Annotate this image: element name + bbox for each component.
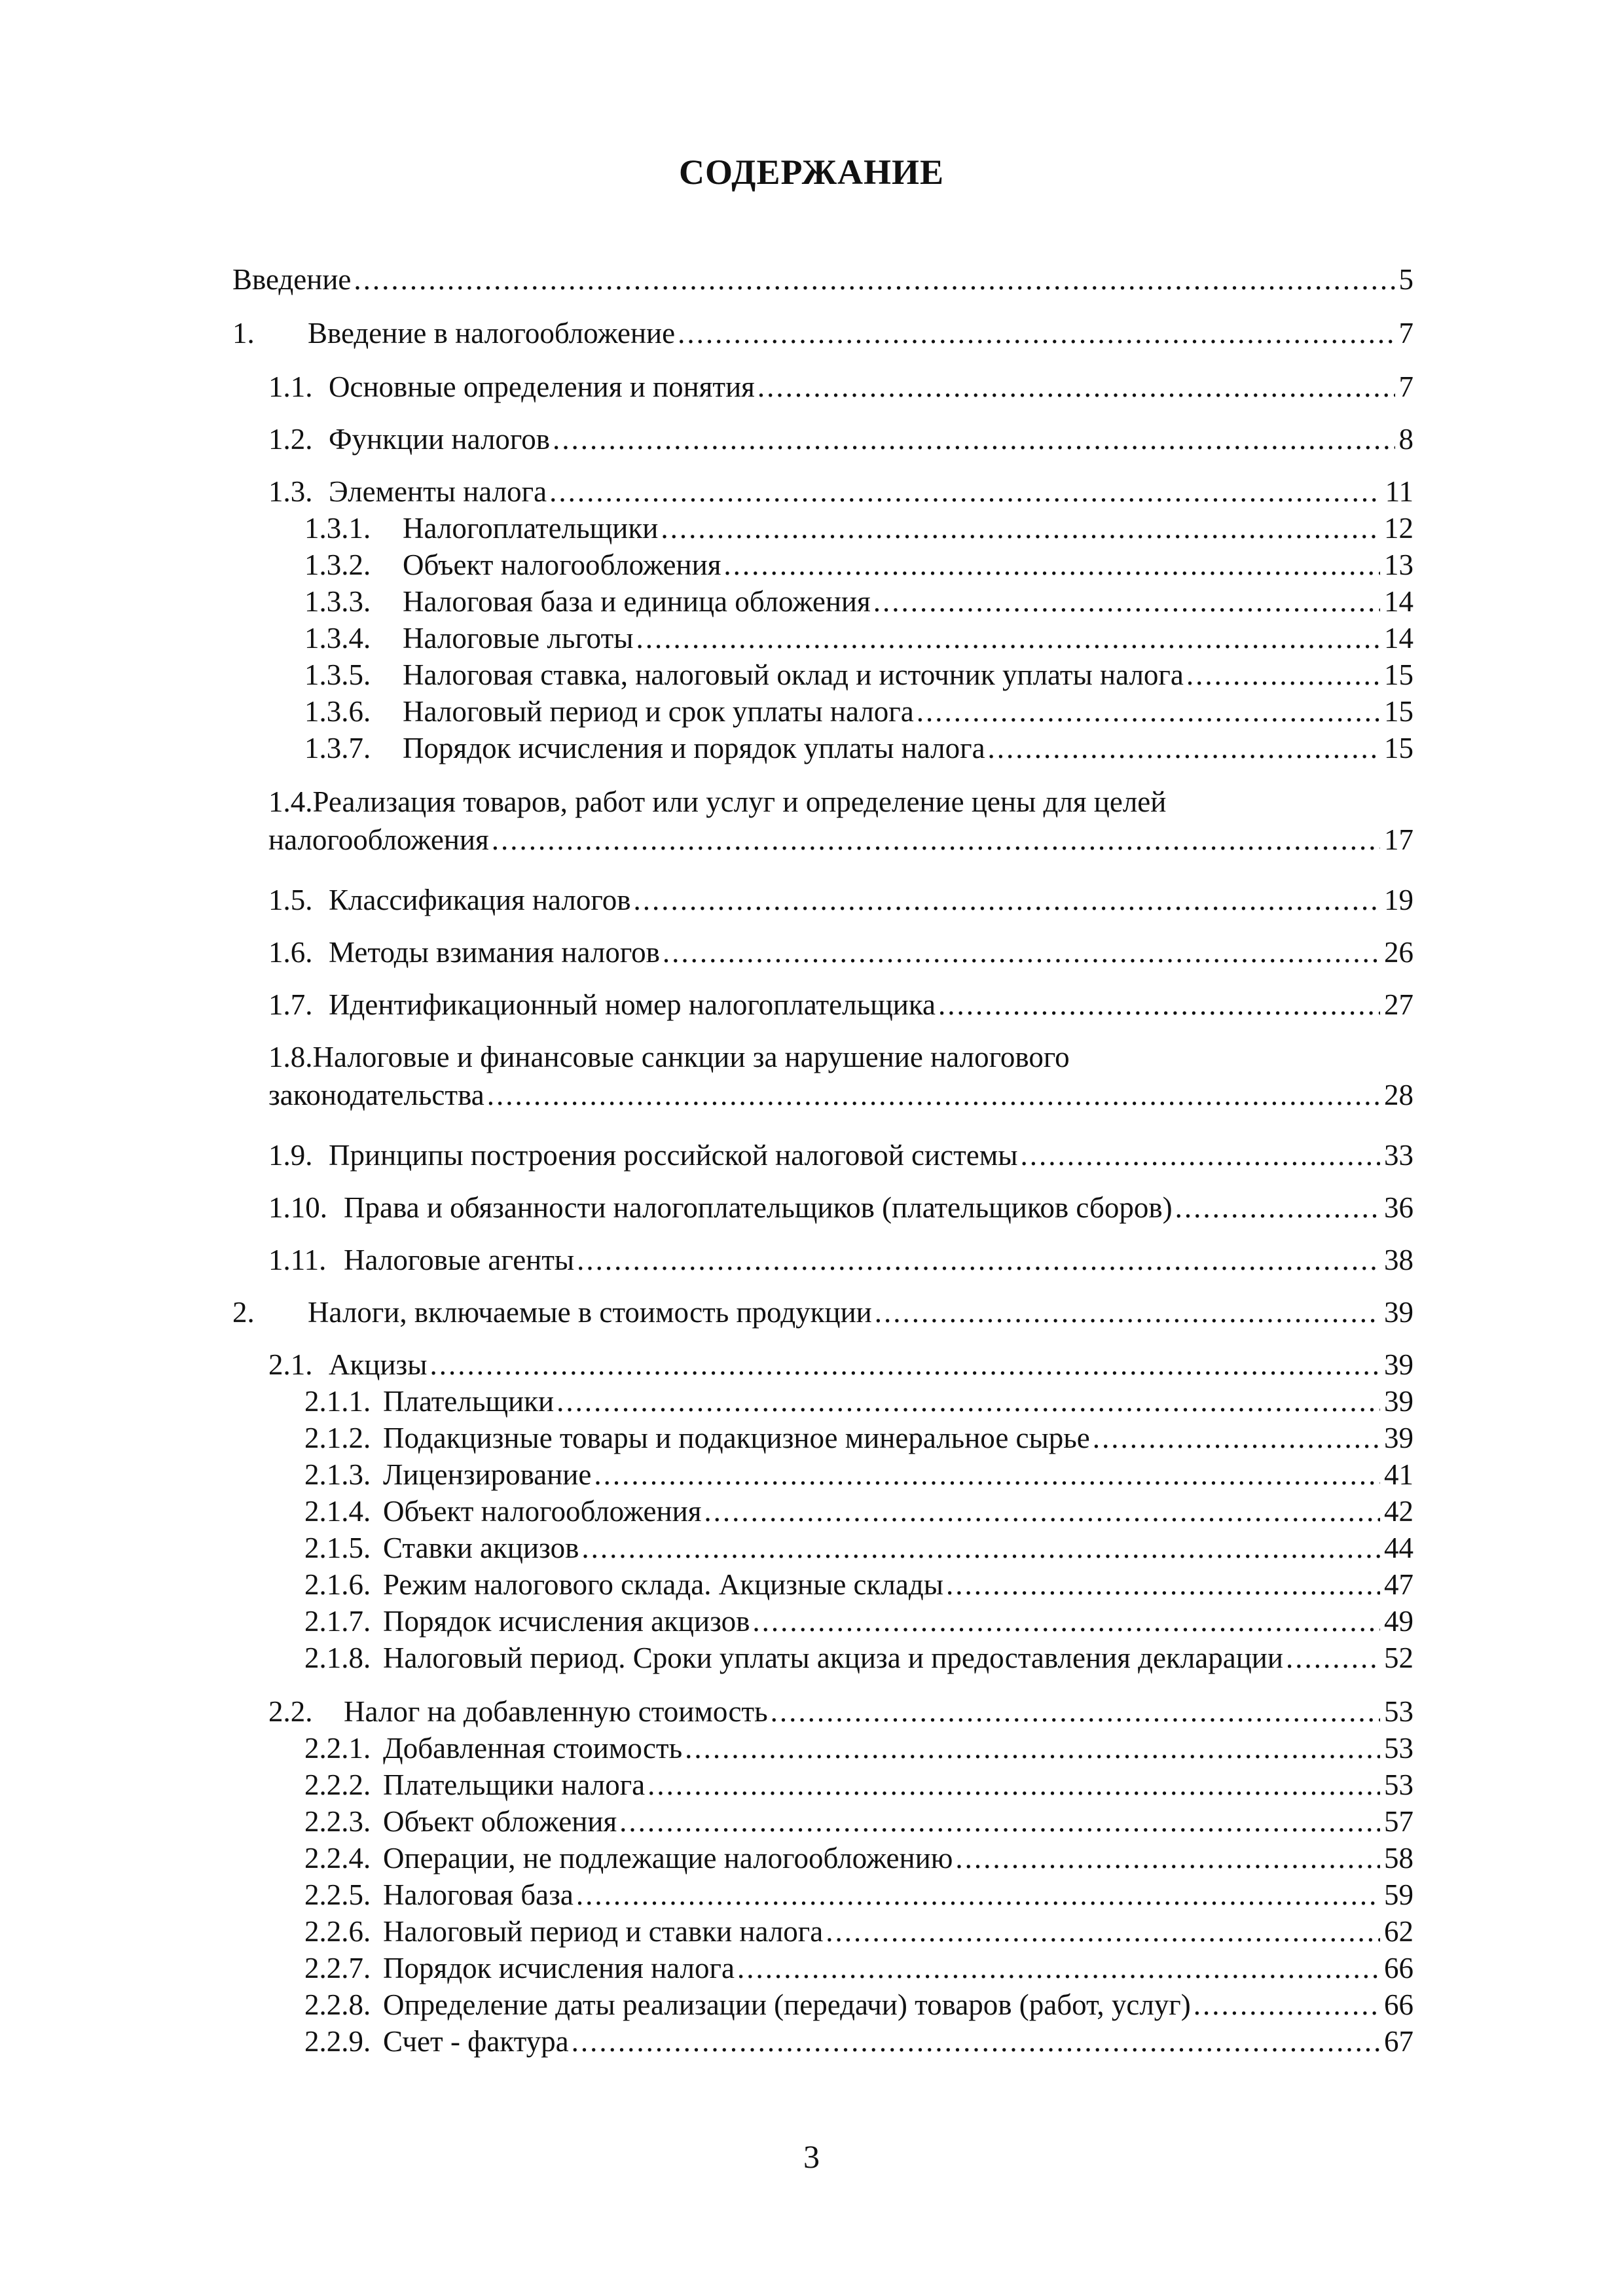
toc-entry[interactable] <box>304 692 1413 730</box>
dot-leader <box>487 1076 1380 1114</box>
dot-leader <box>576 1876 1380 1914</box>
toc-entry[interactable] <box>268 1241 1413 1279</box>
toc-entry-page: 14 <box>1384 622 1413 655</box>
toc-entry-page: 15 <box>1384 695 1413 728</box>
dot-leader <box>577 1241 1380 1279</box>
toc-entry-page: 66 <box>1384 1988 1413 2021</box>
toc-entry-number: 2.2. <box>268 1695 313 1728</box>
toc-entry-page: 14 <box>1384 585 1413 618</box>
toc-entry-number: 1.3. <box>268 475 313 508</box>
toc-entry-label: Идентификационный номер налогоплательщика <box>329 988 936 1021</box>
toc-entry[interactable] <box>304 1419 1413 1457</box>
dot-leader <box>581 1529 1380 1567</box>
page-number: 3 <box>803 2138 820 2175</box>
dot-leader <box>492 821 1380 859</box>
toc-entry-label: Элементы налога <box>329 475 547 508</box>
toc-entry-number: 2.2.1. <box>304 1732 371 1765</box>
toc-entry-label: Порядок исчисления акцизов <box>383 1605 750 1638</box>
toc-entry[interactable] <box>304 1456 1413 1494</box>
toc-entry-page: 15 <box>1384 732 1413 764</box>
toc-entry[interactable] <box>268 1189 1413 1227</box>
toc-entry-page: 13 <box>1384 548 1413 581</box>
dot-leader <box>938 986 1380 1024</box>
toc-entry-number: 1.7. <box>268 988 313 1021</box>
toc-entry-number: 2.2.5. <box>304 1878 371 1911</box>
toc-entry-number: 1.9. <box>268 1139 313 1172</box>
dot-leader <box>757 368 1395 406</box>
toc-entry-label: Налоговые льготы <box>403 622 634 655</box>
toc-entry-page: 58 <box>1384 1842 1413 1874</box>
toc-entry[interactable] <box>304 1639 1413 1677</box>
toc-entry-number: 2.2.4. <box>304 1842 371 1874</box>
toc-entry[interactable] <box>304 656 1413 694</box>
toc-entry-label: Налоговый период. Сроки уплаты акциза и предоставления декларации <box>383 1641 1283 1674</box>
toc-entry-number: 2.1.4. <box>304 1495 371 1528</box>
toc-entry-label: Функции налогов <box>329 423 550 456</box>
toc-entry[interactable] <box>268 368 1413 406</box>
toc-entry[interactable] <box>304 1949 1413 1987</box>
toc-entry-label: Лицензирование <box>383 1458 592 1491</box>
dot-leader <box>1286 1639 1380 1677</box>
toc-entry-label: Налоговый период и срок уплаты налога <box>403 695 914 728</box>
toc-entry-number: 1.3.1. <box>304 512 371 545</box>
toc-entry[interactable] <box>268 986 1413 1024</box>
toc-entry[interactable] <box>304 1529 1413 1567</box>
toc-entry-label: Объект обложения <box>383 1805 617 1838</box>
toc-entry-label: Классификация налогов <box>329 884 631 916</box>
toc-entry-label: законодательства <box>268 1079 484 1111</box>
toc-entry-number: 2.1. <box>268 1348 313 1381</box>
toc-entry-number: 2.2.8. <box>304 1988 371 2021</box>
toc-entry-label: Реализация товаров, работ или услуг и определение цены для целей <box>312 785 1167 818</box>
dot-leader <box>1020 1136 1380 1174</box>
dot-leader <box>430 1346 1380 1384</box>
dot-leader <box>549 473 1381 511</box>
dot-leader <box>594 1456 1380 1494</box>
toc-entry-number: 1. <box>232 317 255 350</box>
dot-leader <box>354 260 1395 298</box>
dot-leader <box>633 881 1380 919</box>
toc-entry[interactable] <box>304 1566 1413 1604</box>
toc-entry-page: 62 <box>1384 1915 1413 1948</box>
toc-entry-page: 7 <box>1398 370 1413 403</box>
toc-entry-page: 39 <box>1384 1348 1413 1381</box>
toc-entry-number: 2.1.6. <box>304 1568 371 1601</box>
toc-entry-page: 17 <box>1384 823 1413 856</box>
dot-leader <box>1194 1986 1380 2024</box>
toc-entry-page: 39 <box>1384 1422 1413 1454</box>
toc-entry-page: 12 <box>1384 512 1413 545</box>
toc-entry[interactable] <box>304 1492 1413 1530</box>
dot-leader <box>685 1729 1380 1767</box>
dot-leader <box>663 933 1380 971</box>
toc-entry[interactable] <box>304 1912 1413 1950</box>
toc-entry-page: 49 <box>1384 1605 1413 1638</box>
dot-leader <box>647 1766 1380 1804</box>
toc-entry-page: 47 <box>1384 1568 1413 1601</box>
toc-entry-number: 2.2.2. <box>304 1768 371 1801</box>
toc-entry-page: 5 <box>1398 263 1413 296</box>
toc-entry-number: 2.1.8. <box>304 1641 371 1674</box>
dot-leader <box>875 1293 1380 1331</box>
toc-entry-number: 1.6. <box>268 936 313 969</box>
toc-entry[interactable] <box>304 1766 1413 1804</box>
toc-entry-page: 19 <box>1384 884 1413 916</box>
toc-entry-page: 66 <box>1384 1952 1413 1984</box>
toc-entry[interactable] <box>304 1382 1413 1420</box>
toc-entry-label: Налоговый период и ставки налога <box>383 1915 824 1948</box>
toc-entry[interactable] <box>232 1293 1413 1331</box>
toc-entry[interactable] <box>304 583 1413 620</box>
toc-entry[interactable] <box>232 260 1413 298</box>
toc-entry-label: Режим налогового склада. Акцизные склады <box>383 1568 943 1601</box>
toc-entry[interactable] <box>304 1986 1413 2024</box>
toc-entry-label: Налог на добавленную стоимость <box>344 1695 768 1728</box>
toc-entry-label: Ставки акцизов <box>383 1532 579 1564</box>
toc-entry-number: 1.5. <box>268 884 313 916</box>
toc-entry-number: 1.8. <box>268 1041 313 1073</box>
toc-entry-label: Налоговая база и единица обложения <box>403 585 871 618</box>
dot-leader <box>917 692 1380 730</box>
toc-entry[interactable] <box>304 509 1413 547</box>
toc-entry[interactable] <box>304 729 1413 767</box>
toc-entry-label: Порядок исчисления и порядок уплаты налога <box>403 732 985 764</box>
toc-entry-number: 1.3.7. <box>304 732 371 764</box>
toc-entry-number: 2.1.7. <box>304 1605 371 1638</box>
toc-entry-label: Принципы построения российской налоговой системы <box>329 1139 1018 1172</box>
toc-entry-number: 1.4. <box>268 785 313 818</box>
toc-entry-page: 67 <box>1384 2025 1413 2058</box>
dot-leader <box>826 1912 1380 1950</box>
toc-entry-label: Налогоплательщики <box>403 512 659 545</box>
dot-leader <box>771 1693 1380 1731</box>
toc-entry[interactable] <box>304 619 1413 657</box>
toc-entry-number: 1.11. <box>268 1244 327 1276</box>
toc-entry-page: 53 <box>1384 1732 1413 1765</box>
toc-entry[interactable] <box>268 1136 1413 1174</box>
toc-entry-label: Налоговая база <box>383 1878 574 1911</box>
dot-leader <box>737 1949 1380 1987</box>
toc-entry[interactable] <box>304 1803 1413 1840</box>
toc-entry-number: 2.1.2. <box>304 1422 371 1454</box>
toc-entry-label: Объект налогообложения <box>403 548 721 581</box>
toc-entry-number: 2.2.9. <box>304 2025 371 2058</box>
dot-leader <box>1186 656 1380 694</box>
toc-entry-number: 2.2.3. <box>304 1805 371 1838</box>
dot-leader <box>946 1566 1380 1604</box>
toc-entry-label: Определение даты реализации (передачи) товаров (работ, услуг) <box>383 1988 1191 2021</box>
toc-entry-label: Введение в налогообложение <box>308 317 676 350</box>
toc-entry[interactable] <box>304 1729 1413 1767</box>
toc-entry-page: 44 <box>1384 1532 1413 1564</box>
dot-leader <box>955 1839 1380 1877</box>
toc-entry[interactable] <box>304 1602 1413 1640</box>
toc-entry-label: Счет - фактура <box>383 2025 569 2058</box>
toc-entry[interactable] <box>268 1038 1413 1114</box>
toc-entry-label: Налоги, включаемые в стоимость продукции <box>308 1296 872 1329</box>
toc-entry-number: 1.1. <box>268 370 313 403</box>
toc-entry[interactable] <box>268 473 1413 511</box>
toc-entry-page: 28 <box>1384 1079 1413 1111</box>
toc-entry-number: 1.10. <box>268 1191 327 1224</box>
toc-entry-label-line1 <box>268 1038 1413 1076</box>
toc-entry[interactable] <box>304 546 1413 584</box>
dot-leader <box>636 619 1381 657</box>
toc-entry-number: 2.2.7. <box>304 1952 371 1984</box>
toc-entry-label: Налоговые агенты <box>344 1244 575 1276</box>
toc-entry-page: 52 <box>1384 1641 1413 1674</box>
dot-leader <box>661 509 1380 547</box>
toc-entry-page: 7 <box>1398 317 1413 350</box>
toc-entry-label: Основные определения и понятия <box>329 370 755 403</box>
toc-entry-label: Добавленная стоимость <box>383 1732 683 1765</box>
toc-entry-page: 59 <box>1384 1878 1413 1911</box>
toc-entry[interactable] <box>232 314 1413 352</box>
toc-entry[interactable] <box>304 1876 1413 1914</box>
toc-entry-page: 53 <box>1384 1695 1413 1728</box>
page-title: СОДЕРЖАНИЕ <box>679 152 944 192</box>
toc-entry[interactable] <box>268 1346 1413 1384</box>
toc-entry-number: 2.1.3. <box>304 1458 371 1491</box>
toc-entry[interactable] <box>268 933 1413 971</box>
dot-leader <box>553 420 1395 458</box>
toc-entry-page: 57 <box>1384 1805 1413 1838</box>
dot-leader <box>678 314 1395 352</box>
toc-entry-label: Операции, не подлежащие налогообложению <box>383 1842 953 1874</box>
toc-entry-page: 41 <box>1384 1458 1413 1491</box>
toc-entry-label-line1 <box>268 783 1413 821</box>
toc-entry-page: 27 <box>1384 988 1413 1021</box>
toc-entry[interactable] <box>268 1693 1413 1731</box>
toc-entry[interactable] <box>304 1839 1413 1877</box>
toc-entry-label: Подакцизные товары и подакцизное минеральное сырье <box>383 1422 1090 1454</box>
toc-entry-label: Налоговая ставка, налоговый оклад и источник уплаты налога <box>403 658 1184 691</box>
toc-entry-page: 36 <box>1384 1191 1413 1224</box>
toc-entry-page: 53 <box>1384 1768 1413 1801</box>
dot-leader <box>1093 1419 1380 1457</box>
toc-entry-number: 1.3.4. <box>304 622 371 655</box>
dot-leader <box>1175 1189 1380 1227</box>
toc-entry-label: Права и обязанности налогоплательщиков (плательщиков сборов) <box>344 1191 1173 1224</box>
toc-entry-label: Методы взимания налогов <box>329 936 660 969</box>
toc-entry-page: 39 <box>1384 1385 1413 1418</box>
dot-leader <box>556 1382 1380 1420</box>
toc-entry[interactable] <box>304 2022 1413 2060</box>
toc-entry-number: 1.3.5. <box>304 658 371 691</box>
dot-leader <box>752 1602 1380 1640</box>
toc-entry-number: 1.3.2. <box>304 548 371 581</box>
toc-entry[interactable] <box>268 783 1413 859</box>
toc-entry-page: 11 <box>1385 475 1413 508</box>
toc-entry-number: 1.3.3. <box>304 585 371 618</box>
toc-entry-label: Налоговые и финансовые санкции за нарушение налогового <box>312 1041 1070 1073</box>
dot-leader <box>723 546 1380 584</box>
toc-entry[interactable] <box>268 420 1413 458</box>
toc-entry-number: 2. <box>232 1296 255 1329</box>
toc-entry-number: 2.2.6. <box>304 1915 371 1948</box>
toc-entry-page: 33 <box>1384 1139 1413 1172</box>
toc-entry-page: 8 <box>1398 423 1413 456</box>
dot-leader <box>988 729 1380 767</box>
dot-leader <box>572 2022 1380 2060</box>
toc-entry-page: 26 <box>1384 936 1413 969</box>
toc-entry-label: Плательщики налога <box>383 1768 646 1801</box>
toc-entry-page: 42 <box>1384 1495 1413 1528</box>
toc-entry-label: Порядок исчисления налога <box>383 1952 735 1984</box>
toc-entry-page: 15 <box>1384 658 1413 691</box>
toc-entry-label: налогообложения <box>268 823 489 856</box>
toc-entry-number: 1.2. <box>268 423 313 456</box>
dot-leader <box>873 583 1380 620</box>
toc-entry-label: Введение <box>232 263 352 296</box>
toc-entry-label: Объект налогообложения <box>383 1495 702 1528</box>
toc-entry-page: 39 <box>1384 1296 1413 1329</box>
toc-entry-label: Плательщики <box>383 1385 555 1418</box>
toc-entry[interactable] <box>268 881 1413 919</box>
toc-entry-number: 2.1.5. <box>304 1532 371 1564</box>
dot-leader <box>619 1803 1380 1840</box>
toc-entry-number: 2.1.1. <box>304 1385 371 1418</box>
dot-leader <box>704 1492 1380 1530</box>
toc-entry-page: 38 <box>1384 1244 1413 1276</box>
toc-entry-label: Акцизы <box>329 1348 428 1381</box>
toc-entry-number: 1.3.6. <box>304 695 371 728</box>
